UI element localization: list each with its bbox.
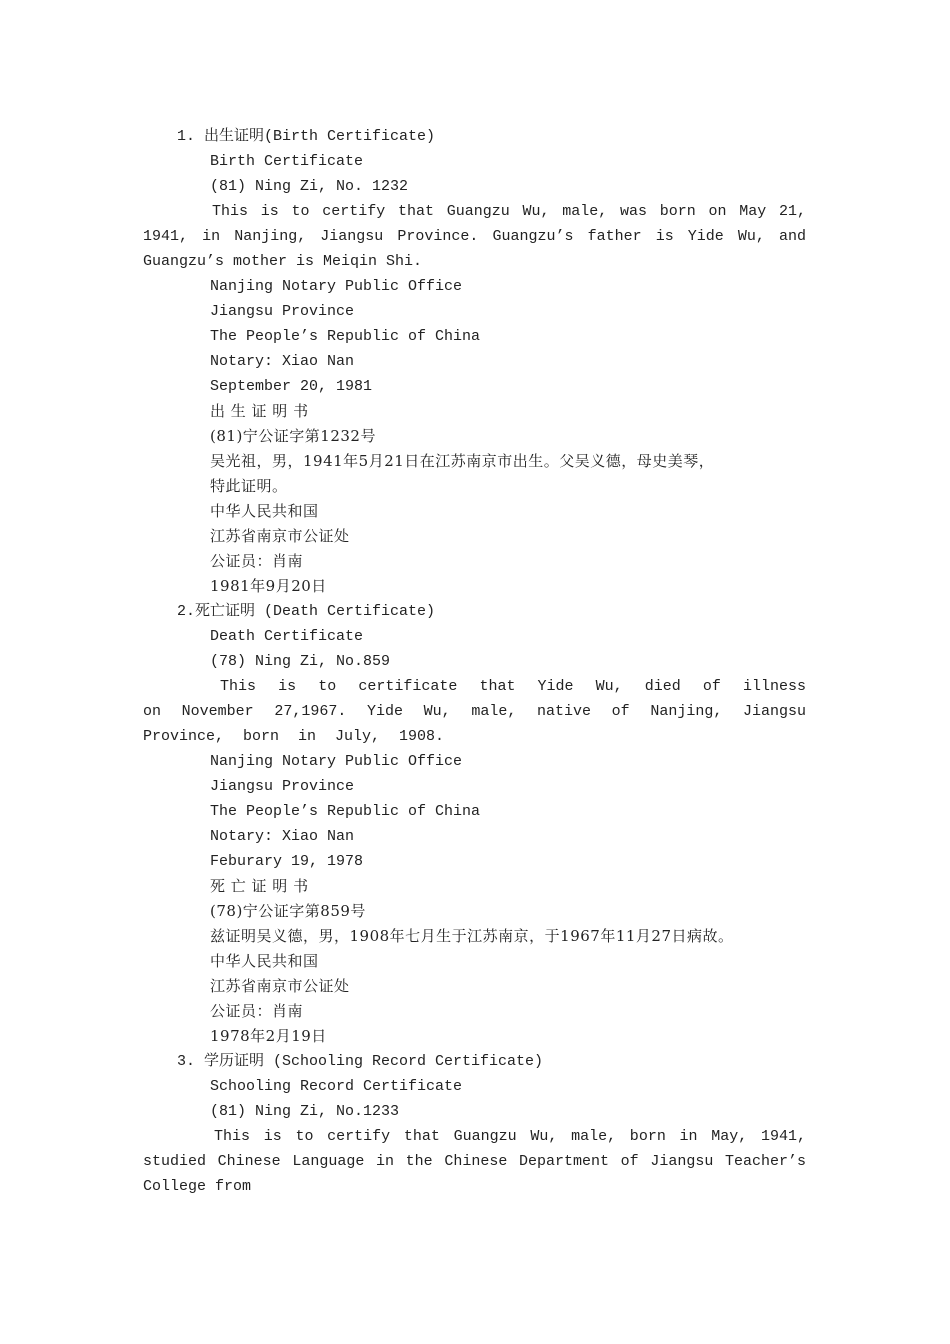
death-body-en: This is to certificate that Yide Wu, died of illness on November 27,1967. Yide Wu, male, native of Nanjing, Jiangsu Province, born in July, 1908. — [143, 678, 806, 745]
section-heading-schooling: 3. 学历证明 (Schooling Record Certificate) — [177, 1053, 544, 1070]
birth-office: Nanjing Notary Public Office — [210, 278, 463, 295]
birth-office-cn: 江苏省南京市公证处 — [210, 527, 350, 545]
death-date-en: Feburary 19, 1978 — [210, 853, 364, 870]
death-notary-cn: 公证员：肖南 — [210, 1002, 304, 1020]
death-office-cn: 江苏省南京市公证处 — [210, 977, 350, 995]
birth-date-cn: 1981年9月20日 — [210, 577, 327, 595]
schooling-body-en: This is to certify that Guangzu Wu, male, born in May, 1941, studied Chinese Language in the Chinese Department of Jiangsu Teacher’s College from — [143, 1128, 806, 1195]
birth-notary-cn: 公证员：肖南 — [210, 552, 304, 570]
birth-province: Jiangsu Province — [210, 303, 355, 320]
section-heading-death: 2.死亡证明 (Death Certificate) — [177, 603, 436, 620]
section-heading-birth: 1. 出生证明(Birth Certificate) — [177, 128, 436, 145]
death-province: Jiangsu Province — [210, 778, 355, 795]
birth-title-en: Birth Certificate — [210, 153, 364, 170]
birth-ref-en: (81) Ning Zi, No. 1232 — [210, 178, 409, 195]
death-country: The People’s Republic of China — [210, 803, 481, 820]
schooling-ref-en: (81) Ning Zi, No.1233 — [210, 1103, 400, 1120]
birth-notary: Notary: Xiao Nan — [210, 353, 355, 370]
birth-date-en: September 20, 1981 — [210, 378, 373, 395]
death-country-cn: 中华人民共和国 — [210, 952, 319, 970]
death-title-cn: 死 亡 证 明 书 — [210, 877, 309, 895]
birth-body-cn-line1: 吴光祖，男，1941年5月21日在江苏南京市出生。父吴义德，母史美琴， — [210, 452, 715, 470]
birth-ref-cn: (81)宁公证字第1232号 — [210, 427, 376, 445]
birth-body-en: This is to certify that Guangzu Wu, male, was born on May 21, 1941, in Nanjing, Jiangsu Province. Guangzu’s father is Yide Wu, and Guangzu’s mother is Meiqin Shi. — [143, 203, 806, 270]
death-office: Nanjing Notary Public Office — [210, 753, 463, 770]
birth-title-cn: 出 生 证 明 书 — [210, 402, 309, 420]
death-date-cn: 1978年2月19日 — [210, 1027, 327, 1045]
death-notary: Notary: Xiao Nan — [210, 828, 355, 845]
death-body-cn: 兹证明吴义德，男，1908年七月生于江苏南京，于1967年11月27日病故。 — [210, 927, 734, 945]
schooling-title-en: Schooling Record Certificate — [210, 1078, 463, 1095]
death-ref-cn: (78)宁公证字第859号 — [210, 902, 366, 920]
birth-body-cn-line2: 特此证明。 — [210, 477, 288, 495]
birth-country-cn: 中华人民共和国 — [210, 502, 319, 520]
death-ref-en: (78) Ning Zi, No.859 — [210, 653, 391, 670]
birth-country: The People’s Republic of China — [210, 328, 481, 345]
death-title-en: Death Certificate — [210, 628, 364, 645]
